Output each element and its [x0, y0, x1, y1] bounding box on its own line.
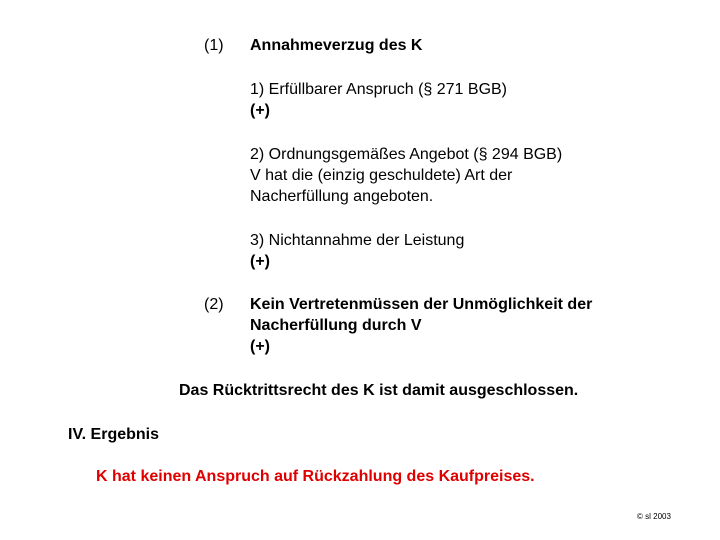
- section-2-line-3: (+): [250, 338, 270, 355]
- item-3-line-2: (+): [250, 253, 270, 270]
- item-1-line-1: 1) Erfüllbarer Anspruch (§ 271 BGB): [250, 81, 508, 98]
- section-1-number: (1): [204, 37, 224, 54]
- section-2-line-1: Kein Vertretenmüssen der Unmöglichkeit der: [250, 296, 593, 313]
- copyright-footer: © sl 2003: [637, 512, 671, 521]
- result-text: K hat keinen Anspruch auf Rückzahlung des Kaufpreises.: [96, 468, 535, 485]
- item-2-line-2: V hat die (einzig geschuldete) Art der: [250, 167, 513, 184]
- item-2-line-3: Nacherfüllung angeboten.: [250, 188, 434, 205]
- conclusion-text: Das Rücktrittsrecht des K ist damit ausgeschlossen.: [179, 382, 579, 399]
- item-2-line-1: 2) Ordnungsgemäßes Angebot (§ 294 BGB): [250, 146, 563, 163]
- section-1-title: Annahmeverzug des K: [250, 37, 423, 54]
- result-heading: IV. Ergebnis: [68, 426, 159, 443]
- section-2-line-2: Nacherfüllung durch V: [250, 317, 422, 334]
- item-1-line-2: (+): [250, 102, 270, 119]
- item-3-line-1: 3) Nichtannahme der Leistung: [250, 232, 465, 249]
- section-2-number: (2): [204, 296, 224, 313]
